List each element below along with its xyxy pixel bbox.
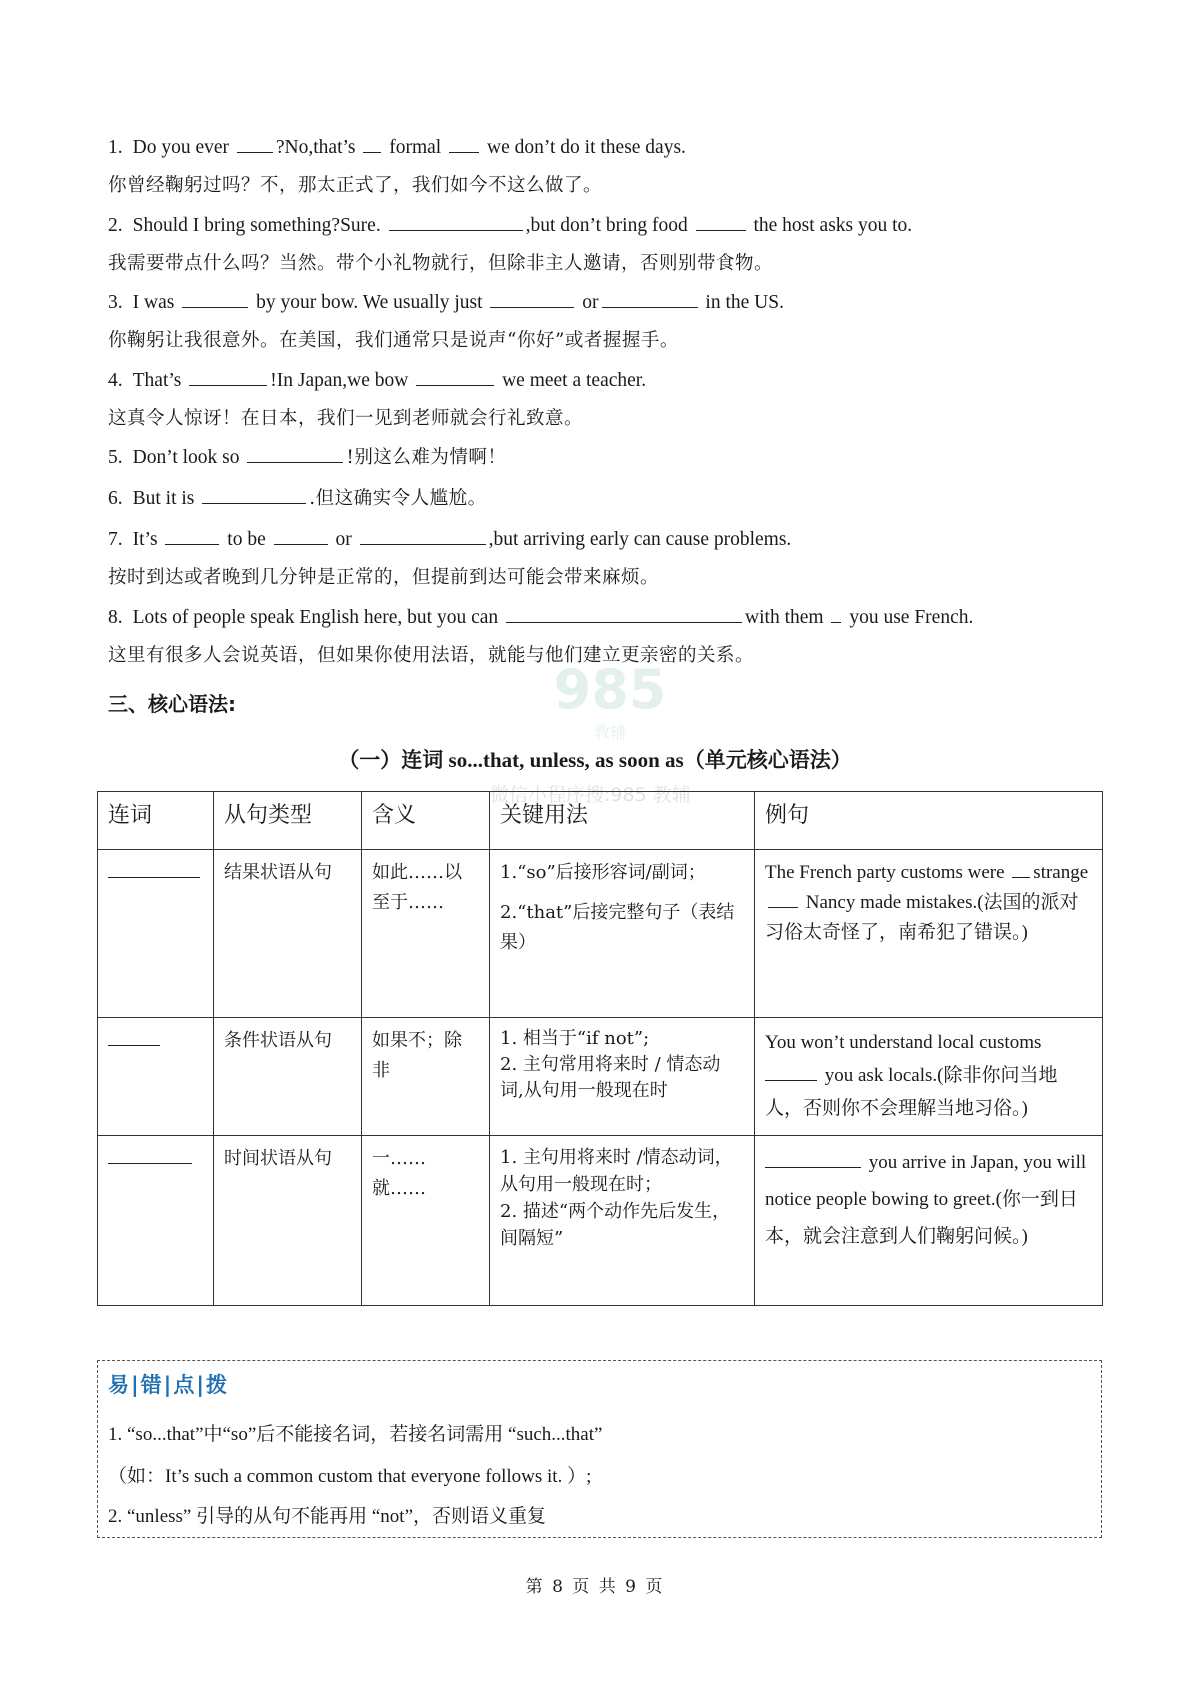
usage-cell	[490, 850, 755, 1018]
grammar-table	[97, 791, 1103, 1306]
header-conjunction: 连词	[98, 792, 214, 850]
exercise-number: 3.	[108, 292, 123, 313]
sentence-text: by your bow. We usually just	[251, 292, 488, 313]
usage-point: 2. 主句常用将来时 / 情态动词,从句用一般现在时	[500, 1054, 721, 1101]
answer-blank[interactable]	[165, 527, 219, 545]
example-cell	[755, 1136, 1103, 1306]
meaning-cell: 如此……以至于……	[362, 850, 490, 1018]
usage-point: 2.“that”后接完整句子（表结果）	[500, 902, 735, 953]
exercise-sentence	[108, 526, 791, 554]
exercise-number: 6.	[108, 488, 123, 509]
watermark-brand: 教辅	[593, 723, 626, 742]
answer-blank[interactable]	[189, 368, 267, 386]
usage-point: 1.“so”后接形容词/副词；	[500, 862, 706, 883]
exercise-number: 2.	[108, 215, 123, 236]
meaning-cell: 一……就……	[362, 1136, 490, 1306]
usage-point: 1. 主句用将来时 /情态动词，从句用一般现在时；	[500, 1147, 733, 1195]
answer-blank[interactable]	[1012, 860, 1030, 878]
meaning-cell: 如果不；除非	[362, 1018, 490, 1136]
sentence-text: ?No,that’s	[275, 137, 361, 158]
sentence-text: to be	[222, 529, 271, 550]
usage-point: 2. 描述“两个动作先后发生，间隔短”	[500, 1201, 731, 1249]
exercise-number: 1.	[108, 137, 123, 158]
sentence-text: with them	[745, 607, 829, 628]
answer-blank[interactable]	[416, 368, 494, 386]
exercise-number: 5.	[108, 447, 123, 468]
exercise-number: 4.	[108, 370, 123, 391]
sentence-text: you use French.	[844, 607, 974, 628]
sentence-text: formal	[384, 137, 447, 158]
answer-blank[interactable]	[202, 486, 306, 504]
sentence-text: Do you ever	[132, 137, 234, 158]
answer-blank[interactable]	[506, 605, 742, 623]
conjunction-cell	[98, 1136, 214, 1306]
sentence-text: .但这确实令人尴尬。	[309, 488, 487, 509]
chinese-translation: 你曾经鞠躬过吗？不，那太正式了，我们如今不这么做了。	[108, 175, 603, 196]
answer-blank[interactable]	[108, 860, 200, 878]
answer-blank[interactable]	[108, 1028, 160, 1046]
sentence-text: ,but arriving early can cause problems.	[488, 529, 792, 550]
answer-blank[interactable]	[490, 290, 574, 308]
sentence-text: I was	[132, 292, 180, 313]
page-footer: 第 8 页 共 9 页	[525, 1577, 665, 1597]
usage-cell	[490, 1136, 755, 1306]
sentence-text: Lots of people speak English here, but you can	[132, 607, 504, 628]
sentence-text: Don’t look so	[132, 447, 245, 468]
section-title: 三、核心语法:	[108, 692, 236, 716]
exercise-sentence	[108, 485, 487, 513]
example-text: you ask locals.(除非你问当地人，否则你不会理解当地习俗。)	[765, 1065, 1058, 1119]
answer-blank[interactable]	[765, 1063, 817, 1081]
clause-type-cell: 结果状语从句	[214, 850, 362, 1018]
sentence-text: But it is	[132, 488, 200, 509]
sentence-text: or	[577, 292, 599, 313]
tip-line: （如：It’s such a common custom that everyone follows it. ）;	[108, 1466, 592, 1487]
sentence-text: That’s	[132, 370, 187, 391]
chinese-translation: 你鞠躬让我很意外。在美国，我们通常只是说声“你好”或者握握手。	[108, 330, 679, 351]
grammar-subtitle: （一）连词 so...that, unless, as soon as（单元核心语法）	[338, 748, 852, 772]
exercise-sentence	[108, 444, 506, 472]
exercise-sentence	[108, 604, 973, 632]
sentence-text: ,but don’t bring food	[525, 215, 693, 236]
sentence-text: we meet a teacher.	[497, 370, 647, 391]
conjunction-cell	[98, 1018, 214, 1136]
usage-point: 1. 相当于“if not”;	[500, 1028, 650, 1049]
table-row	[98, 850, 1103, 1018]
tips-box	[97, 1360, 1102, 1538]
example-text: The French party customs were	[765, 862, 1010, 883]
answer-blank[interactable]	[274, 527, 328, 545]
clause-type-cell: 时间状语从句	[214, 1136, 362, 1306]
clause-type-cell: 条件状语从句	[214, 1018, 362, 1136]
sentence-text: the host asks you to.	[748, 215, 913, 236]
header-usage: 关键用法	[490, 792, 755, 850]
tip-line: 2. “unless” 引导的从句不能再用 “not”，否则语义重复	[108, 1506, 547, 1527]
sentence-text: we don’t do it these days.	[482, 137, 686, 158]
example-text: Nancy made mistakes.(法国的派对习俗太奇怪了，南希犯了错误。)	[765, 892, 1079, 943]
chinese-translation: 按时到达或者晚到几分钟是正常的，但提前到达可能会带来麻烦。	[108, 567, 660, 588]
answer-blank[interactable]	[768, 890, 798, 908]
chinese-translation: 我需要带点什么吗？当然。带个小礼物就行，但除非主人邀请，否则别带食物。	[108, 253, 774, 274]
exercise-sentence	[108, 134, 686, 162]
answer-blank[interactable]	[237, 135, 273, 153]
example-text: you arrive in Japan, you will notice people bowing to greet.(你一到日本，就会注意到人们鞠躬问候。)	[765, 1152, 1087, 1247]
sentence-text: !别这么难为情啊！	[346, 447, 507, 468]
answer-blank[interactable]	[247, 445, 343, 463]
answer-blank[interactable]	[696, 213, 746, 231]
watermark-text: 微信小程序搜:985 教辅	[490, 784, 691, 806]
usage-cell	[490, 1018, 755, 1136]
table-header-row	[98, 792, 1103, 850]
sentence-text: !In Japan,we bow	[270, 370, 414, 391]
chinese-translation: 这里有很多人会说英语，但如果你使用法语，就能与他们建立更亲密的关系。	[108, 645, 755, 666]
header-meaning: 含义	[362, 792, 490, 850]
answer-blank[interactable]	[363, 135, 381, 153]
exercise-sentence	[108, 212, 912, 240]
exercise-number: 7.	[108, 529, 123, 550]
answer-blank[interactable]	[389, 213, 523, 231]
answer-blank[interactable]	[602, 290, 698, 308]
table-row	[98, 1018, 1103, 1136]
example-text: You won’t understand local customs	[765, 1032, 1042, 1053]
answer-blank[interactable]	[360, 527, 486, 545]
table-row	[98, 1136, 1103, 1306]
answer-blank[interactable]	[765, 1150, 861, 1168]
conjunction-cell	[98, 850, 214, 1018]
header-example: 例句	[755, 792, 1103, 850]
watermark-logo	[490, 660, 730, 800]
sentence-text: in the US.	[700, 292, 784, 313]
example-cell	[755, 1018, 1103, 1136]
tip-line: 1. “so...that”中“so”后不能接名词，若接名词需用 “such...that”	[108, 1424, 603, 1445]
answer-blank[interactable]	[182, 290, 248, 308]
watermark-number: 985	[553, 658, 667, 721]
sentence-text: or	[330, 529, 357, 550]
exercise-number: 8.	[108, 607, 123, 628]
exercise-sentence	[108, 367, 646, 395]
example-text: strange	[1033, 862, 1089, 883]
tips-heading: 易|错|点|拨	[108, 1373, 230, 1397]
example-cell	[755, 850, 1103, 1018]
sentence-text: It’s	[132, 529, 163, 550]
header-clause-type: 从句类型	[214, 792, 362, 850]
chinese-translation: 这真令人惊讶！在日本，我们一见到老师就会行礼致意。	[108, 408, 584, 429]
answer-blank[interactable]	[831, 605, 841, 623]
answer-blank[interactable]	[108, 1146, 192, 1164]
sentence-text: Should I bring something?Sure.	[132, 215, 386, 236]
exercise-sentence	[108, 289, 784, 317]
answer-blank[interactable]	[449, 135, 479, 153]
